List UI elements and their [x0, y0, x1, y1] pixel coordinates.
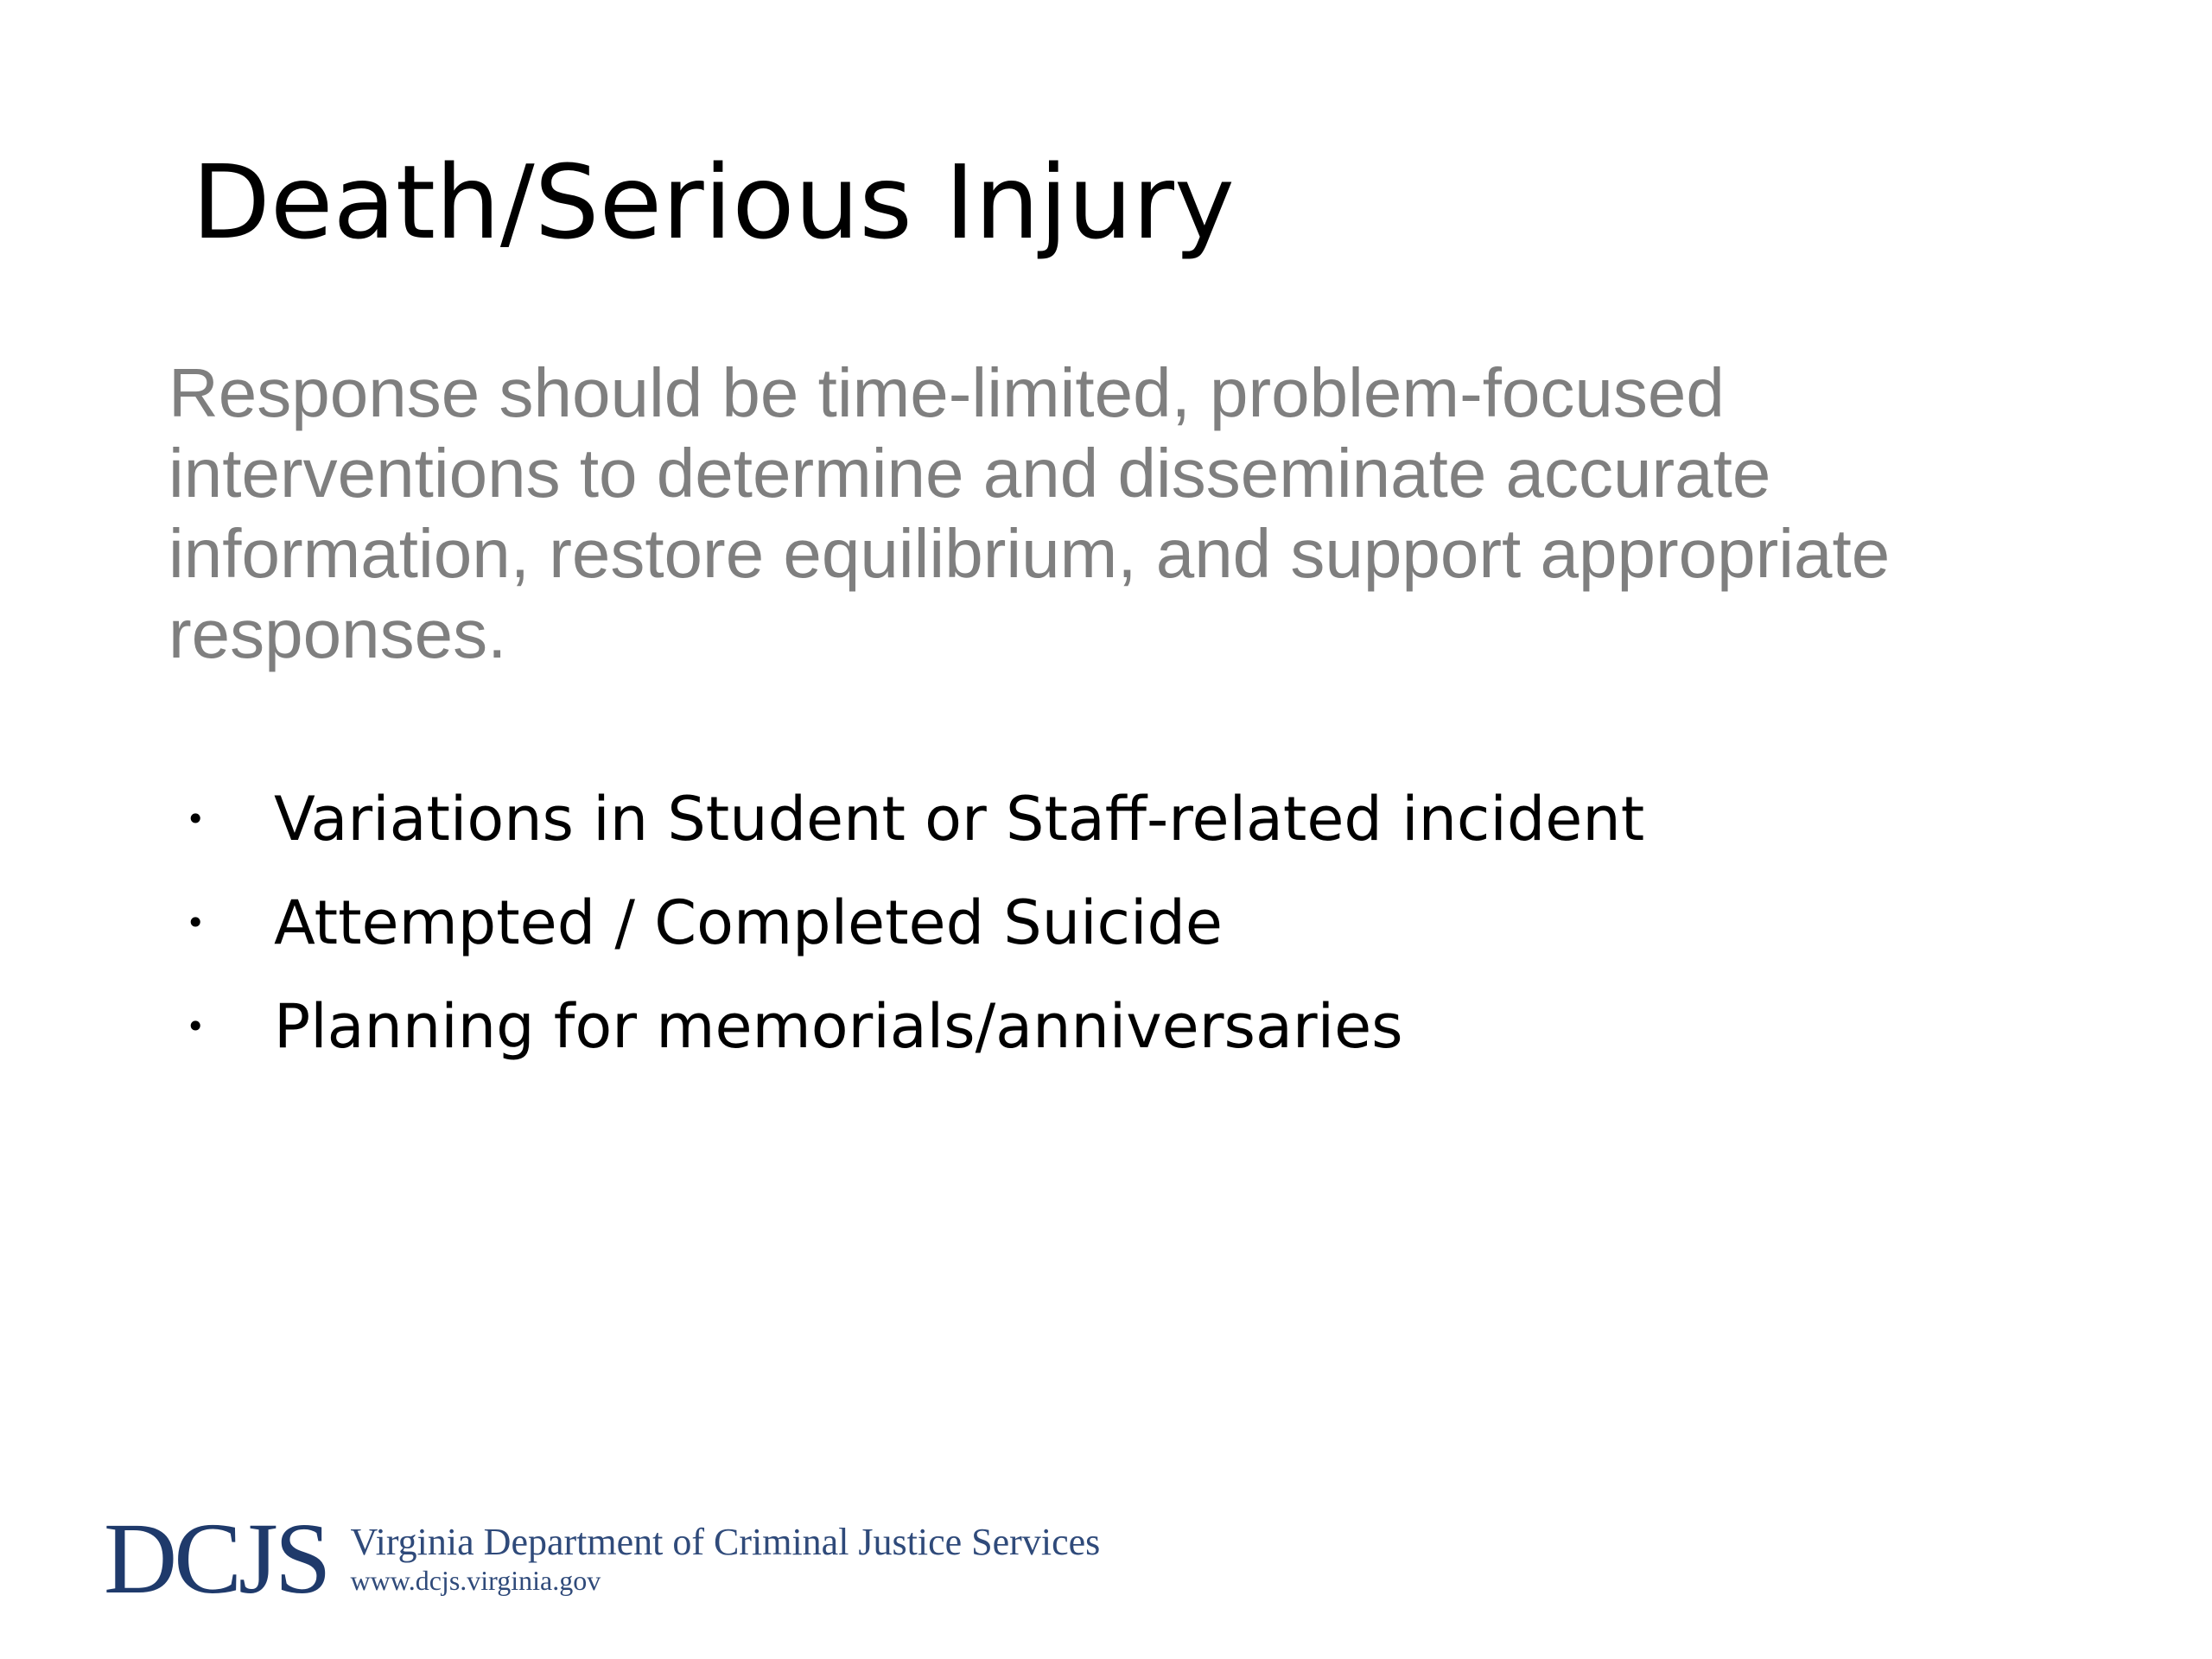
bullet-icon: • — [186, 904, 206, 942]
bullet-text: Planning for memorials/anniversaries — [274, 991, 1403, 1062]
footer — [104, 1502, 1101, 1615]
lead-paragraph: Response should be time-limited, problem-focused interventions to determine and disseminate accurate information, restore equilibrium, and support appropriate responses. — [168, 354, 1891, 672]
slide-title: Death/Serious Injury — [192, 143, 1235, 262]
footer-text — [350, 1521, 1100, 1596]
bullet-text: Variations in Student or Staff-related incident — [274, 784, 1645, 855]
dcjs-logo: DCJS — [104, 1502, 328, 1615]
list-item — [186, 975, 1644, 1078]
list-item — [186, 767, 1644, 871]
bullet-icon: • — [186, 800, 206, 838]
bullet-icon: • — [186, 1007, 206, 1046]
list-item — [186, 871, 1644, 975]
bullet-text: Attempted / Completed Suicide — [274, 887, 1223, 958]
organization-name: Virginia Department of Criminal Justice Services — [350, 1521, 1101, 1564]
bullet-list — [186, 767, 1644, 1078]
organization-url: www.dcjs.virginia.gov — [350, 1564, 601, 1596]
